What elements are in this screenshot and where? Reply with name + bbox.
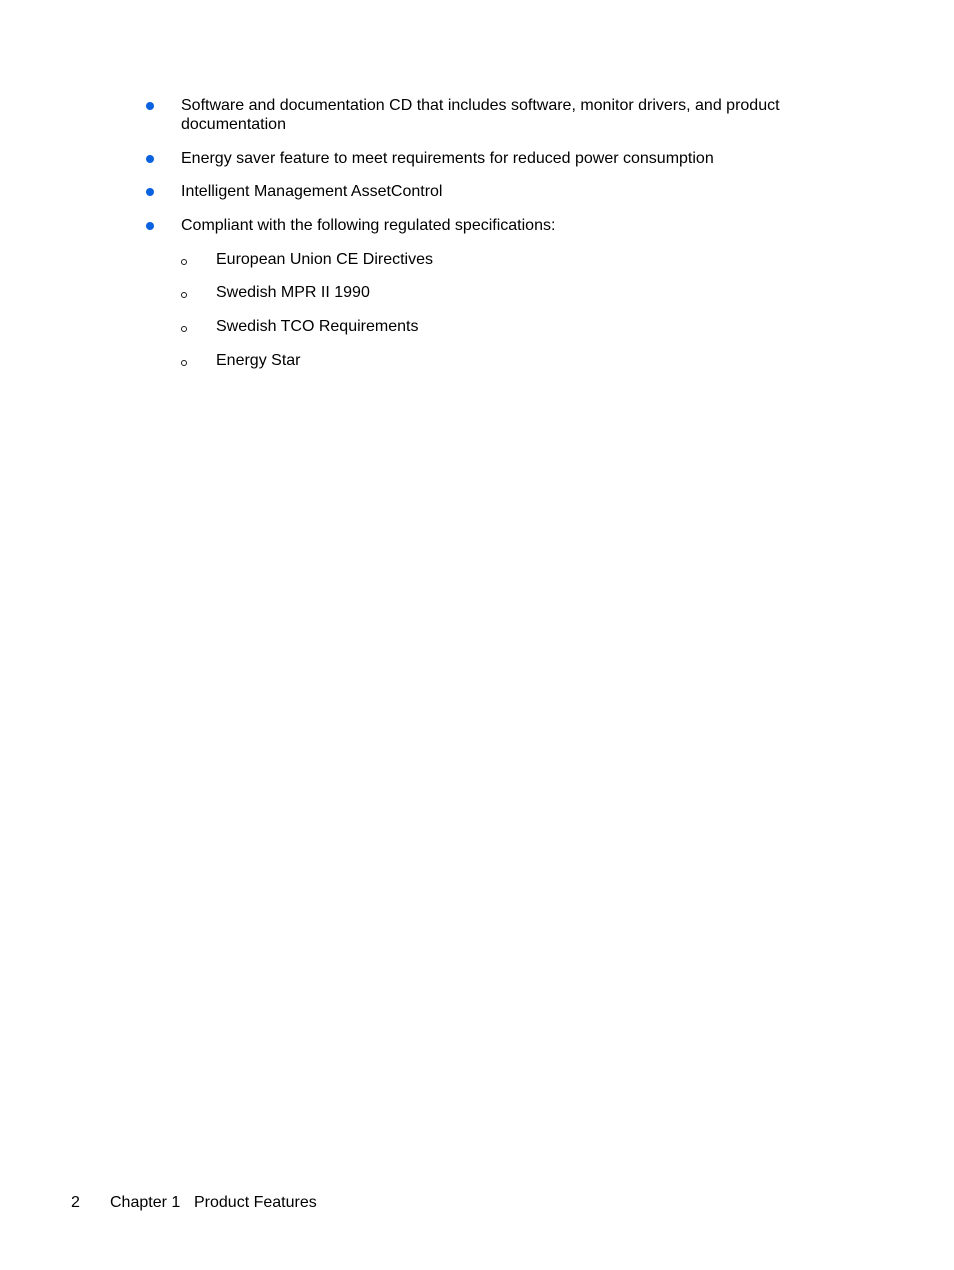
- chapter-label: Chapter 1: [110, 1194, 181, 1211]
- list-item-text: Intelligent Management AssetControl: [181, 183, 443, 200]
- sub-list-item-text: Energy Star: [216, 352, 301, 369]
- bullet-dot-icon: [146, 155, 154, 163]
- hollow-circle-bullet-icon: [181, 292, 187, 298]
- list-item-text: Compliant with the following regulated specifications:: [181, 217, 556, 234]
- bullet-dot-icon: [146, 222, 154, 230]
- bullet-dot-icon: [146, 102, 154, 110]
- hollow-circle-bullet-icon: [181, 326, 187, 332]
- page-number: 2: [71, 1194, 80, 1211]
- chapter-title: Product Features: [194, 1194, 317, 1211]
- bullet-dot-icon: [146, 188, 154, 196]
- hollow-circle-bullet-icon: [181, 259, 187, 265]
- list-item-text: Energy saver feature to meet requirements for reduced power consumption: [181, 150, 714, 167]
- list-item-text: Software and documentation CD that includes software, monitor drivers, and product documentation: [181, 97, 780, 133]
- sub-list-item-text: European Union CE Directives: [216, 251, 433, 268]
- sub-list-item-text: Swedish TCO Requirements: [216, 318, 419, 335]
- hollow-circle-bullet-icon: [181, 360, 187, 366]
- sub-list-item-text: Swedish MPR II 1990: [216, 284, 370, 301]
